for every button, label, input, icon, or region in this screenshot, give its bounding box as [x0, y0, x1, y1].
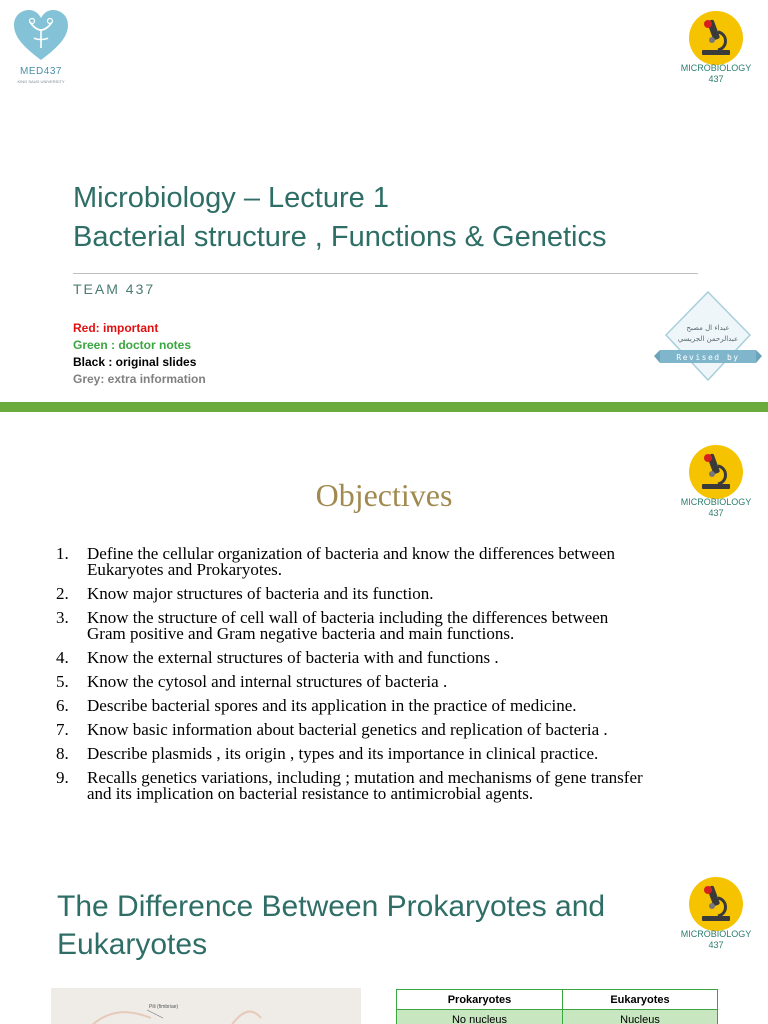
- badge-label: MICROBIOLOGY: [680, 497, 752, 507]
- microbiology-badge: [676, 10, 756, 90]
- badge-label: MICROBIOLOGY: [680, 63, 752, 73]
- objective-text: Describe bacterial spores and its application in the practice of medicine.: [87, 696, 577, 715]
- objective-text: Know the external structures of bacteria with and functions .: [87, 648, 499, 667]
- microbiology-badge: [676, 876, 756, 956]
- accent-bar: [0, 402, 768, 412]
- difference-title: [57, 888, 657, 964]
- legend-green: Green : doctor notes: [73, 338, 192, 352]
- objectives-title: Objectives: [315, 477, 453, 513]
- bacteria-sketch-icon: [51, 988, 361, 1024]
- objective-text: Know the structure of cell wall of bacteria including the differences between: [87, 608, 609, 627]
- objective-text: Define the cellular organization of bacteria and know the differences between: [87, 544, 616, 563]
- revised-by-stamp: [650, 280, 766, 390]
- lecture-subtitle: Bacterial structure , Functions & Genetics: [73, 221, 607, 253]
- objective-text: Know the cytosol and internal structures of bacteria .: [87, 672, 448, 691]
- legend-black: Black : original slides: [73, 355, 197, 369]
- title-divider: [73, 273, 698, 274]
- objective-number: 6.: [56, 696, 69, 715]
- table-row: [397, 1010, 718, 1024]
- badge-number: 437: [708, 508, 724, 518]
- microscope-icon: [688, 876, 744, 932]
- heart-logo-icon: [12, 8, 70, 64]
- objective-text: Know major structures of bacteria and its function.: [87, 584, 434, 603]
- objective-item: [44, 722, 724, 738]
- table-header-eukaryotes: Eukaryotes: [563, 990, 718, 1010]
- bacteria-diagram: [51, 988, 361, 1024]
- badge-label: MICROBIOLOGY: [680, 929, 752, 939]
- badge-number: 437: [708, 74, 724, 84]
- legend-grey: Grey: extra information: [73, 372, 206, 386]
- badge-number: 437: [708, 940, 724, 950]
- objective-number: 3.: [56, 608, 69, 627]
- revised-arabic-line1: عبداء ال مصبح: [686, 324, 730, 332]
- objective-text-cont: Eukaryotes and Prokaryotes.: [87, 560, 282, 579]
- difference-slide: [0, 862, 768, 1024]
- table-header-prokaryotes: Prokaryotes: [397, 990, 563, 1010]
- revised-by-label: Revised by: [676, 353, 740, 362]
- objectives-slide: [0, 432, 768, 856]
- objective-item: [44, 546, 724, 578]
- legend-red: Red: important: [73, 321, 159, 335]
- objective-number: 4.: [56, 648, 69, 667]
- revised-arabic-line2: عبدالرحمن الجريسي: [677, 335, 739, 343]
- objective-number: 9.: [56, 768, 69, 787]
- med437-logo-university: KING SAUD UNIVERSITY: [17, 79, 65, 84]
- objective-number: 2.: [56, 584, 69, 603]
- objective-item: [44, 610, 724, 642]
- microscope-icon: [688, 10, 744, 66]
- objective-item: [44, 650, 724, 666]
- objective-item: [44, 586, 724, 602]
- objective-number: 1.: [56, 544, 69, 563]
- lecture-title: Microbiology – Lecture 1: [73, 182, 389, 214]
- objective-text-cont: and its implication on bacterial resistance to antimicrobial agents.: [87, 784, 534, 803]
- objective-text-cont: Gram positive and Gram negative bacteria and main functions.: [87, 624, 515, 643]
- table-cell: Nucleus: [563, 1010, 718, 1024]
- comparison-table: [396, 989, 718, 1024]
- objective-text: Describe plasmids , its origin , types and its importance in clinical practice.: [87, 744, 599, 763]
- table-cell: No nucleus: [397, 1010, 563, 1024]
- objective-item: [44, 770, 724, 802]
- objective-number: 7.: [56, 720, 69, 739]
- title-slide: [0, 0, 768, 400]
- diagram-label: Pili (fimbriae): [149, 1004, 179, 1010]
- team-label: TEAM 437: [73, 281, 156, 297]
- objective-item: [44, 698, 724, 714]
- objective-item: [44, 746, 724, 762]
- table-header-row: [397, 990, 718, 1010]
- objective-number: 8.: [56, 744, 69, 763]
- objective-item: [44, 674, 724, 690]
- med437-logo: [8, 8, 74, 86]
- slide-divider: [0, 400, 768, 432]
- difference-title-line1: The Difference Between Prokaryotes and: [57, 890, 606, 923]
- objective-text: Know basic information about bacterial genetics and replication of bacteria .: [87, 720, 608, 739]
- objectives-list: [44, 546, 724, 810]
- difference-title-line2: Eukaryotes: [57, 928, 208, 961]
- objective-number: 5.: [56, 672, 69, 691]
- med437-logo-name: MED437: [20, 66, 62, 77]
- objective-text: Recalls genetics variations, including ; mutation and mechanisms of gene transfer: [87, 768, 643, 787]
